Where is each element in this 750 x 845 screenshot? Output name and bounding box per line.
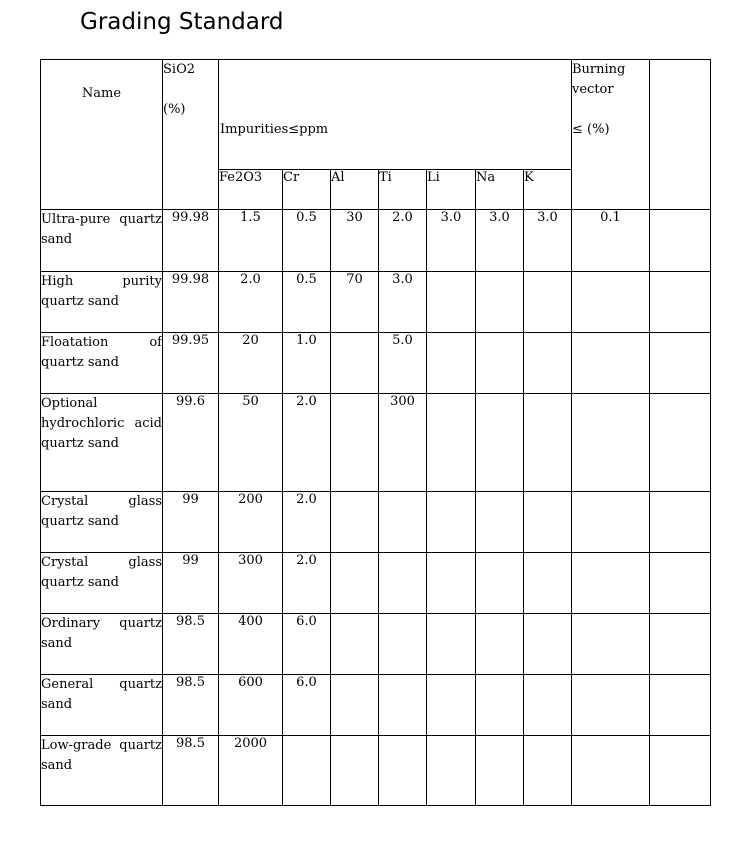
burning-vector-cell: [572, 553, 650, 614]
cr-cell: 2.0: [283, 492, 331, 553]
name-cell: General quartz sand: [41, 675, 163, 736]
al-cell: [331, 614, 379, 675]
ti-cell: [379, 675, 427, 736]
al-cell: 70: [331, 272, 379, 333]
burning-vector-cell: [572, 614, 650, 675]
li-cell: [427, 333, 476, 394]
k-header: K: [524, 170, 572, 210]
sio2-cell: 99.6: [163, 394, 219, 492]
sio2-cell: 99: [163, 492, 219, 553]
blank-cell: [650, 553, 711, 614]
burning-vector-cell: [572, 394, 650, 492]
blank-header: [650, 60, 711, 210]
al-cell: [331, 553, 379, 614]
grading-table: [40, 59, 711, 806]
k-cell: [524, 333, 572, 394]
fe2o3-cell: 1.5: [219, 210, 283, 272]
burning-vector-cell: [572, 675, 650, 736]
burning-vector-cell: [572, 736, 650, 806]
table-row: [41, 614, 711, 675]
name-cell: High purity quartz sand: [41, 272, 163, 333]
burning-vector-cell: [572, 333, 650, 394]
fe2o3-cell: 300: [219, 553, 283, 614]
page-title: Grading Standard: [80, 9, 284, 35]
cr-cell: 0.5: [283, 210, 331, 272]
fe2o3-cell: 400: [219, 614, 283, 675]
fe2o3-cell: 600: [219, 675, 283, 736]
al-header: Al: [331, 170, 379, 210]
li-cell: [427, 675, 476, 736]
k-cell: [524, 394, 572, 492]
table-row: [41, 333, 711, 394]
burning-vector-cell: 0.1: [572, 210, 650, 272]
blank-cell: [650, 736, 711, 806]
cr-cell: 2.0: [283, 394, 331, 492]
sio2-cell: 99.95: [163, 333, 219, 394]
name-cell: Crystal glass quartz sand: [41, 553, 163, 614]
sio2-cell: 99: [163, 553, 219, 614]
cr-header: Cr: [283, 170, 331, 210]
ti-cell: [379, 492, 427, 553]
na-cell: [476, 553, 524, 614]
al-cell: [331, 675, 379, 736]
name-cell: Ultra-pure quartz sand: [41, 210, 163, 272]
na-cell: [476, 675, 524, 736]
ti-cell: 3.0: [379, 272, 427, 333]
sio2-cell: 98.5: [163, 736, 219, 806]
cr-cell: 2.0: [283, 553, 331, 614]
li-header: Li: [427, 170, 476, 210]
sio2-cell: 98.5: [163, 614, 219, 675]
ti-cell: 5.0: [379, 333, 427, 394]
na-header: Na: [476, 170, 524, 210]
li-cell: [427, 736, 476, 806]
li-cell: [427, 394, 476, 492]
ti-cell: [379, 553, 427, 614]
sio2-cell: 98.5: [163, 675, 219, 736]
blank-cell: [650, 210, 711, 272]
blank-cell: [650, 394, 711, 492]
k-cell: [524, 675, 572, 736]
blank-cell: [650, 614, 711, 675]
blank-cell: [650, 675, 711, 736]
blank-cell: [650, 272, 711, 333]
header-row: [41, 60, 711, 170]
k-cell: [524, 492, 572, 553]
table-row: [41, 272, 711, 333]
ti-header: Ti: [379, 170, 427, 210]
cr-cell: 1.0: [283, 333, 331, 394]
blank-cell: [650, 492, 711, 553]
na-cell: [476, 736, 524, 806]
na-cell: [476, 614, 524, 675]
fe2o3-cell: 20: [219, 333, 283, 394]
li-cell: [427, 492, 476, 553]
ti-cell: [379, 736, 427, 806]
table-row: [41, 553, 711, 614]
table-row: [41, 394, 711, 492]
name-cell: Ordinary quartz sand: [41, 614, 163, 675]
k-cell: [524, 272, 572, 333]
cr-cell: 6.0: [283, 675, 331, 736]
k-cell: [524, 614, 572, 675]
table-row: [41, 492, 711, 553]
na-cell: [476, 333, 524, 394]
k-cell: [524, 553, 572, 614]
fe2o3-cell: 2.0: [219, 272, 283, 333]
al-cell: [331, 394, 379, 492]
table-row: [41, 736, 711, 806]
cr-cell: 6.0: [283, 614, 331, 675]
blank-cell: [650, 333, 711, 394]
fe2o3-cell: 200: [219, 492, 283, 553]
na-cell: [476, 272, 524, 333]
li-cell: [427, 614, 476, 675]
al-cell: [331, 333, 379, 394]
li-cell: 3.0: [427, 210, 476, 272]
li-cell: [427, 553, 476, 614]
fe2o3-cell: 50: [219, 394, 283, 492]
burning-vector-cell: [572, 492, 650, 553]
li-cell: [427, 272, 476, 333]
fe2o3-cell: 2000: [219, 736, 283, 806]
cr-cell: 0.5: [283, 272, 331, 333]
k-cell: [524, 736, 572, 806]
al-cell: 30: [331, 210, 379, 272]
sio2-cell: 99.98: [163, 272, 219, 333]
fe2o3-header: Fe2O3: [219, 170, 283, 210]
na-cell: [476, 394, 524, 492]
ti-cell: 300: [379, 394, 427, 492]
k-cell: 3.0: [524, 210, 572, 272]
name-cell: Floatation of quartz sand: [41, 333, 163, 394]
table-row: [41, 675, 711, 736]
ti-cell: 2.0: [379, 210, 427, 272]
sio2-header: SiO2 (%): [163, 60, 219, 210]
table-row: [41, 210, 711, 272]
cr-cell: [283, 736, 331, 806]
sio2-cell: 99.98: [163, 210, 219, 272]
na-cell: [476, 492, 524, 553]
burning-vector-header: Burning vector ≤ (%): [572, 60, 650, 210]
ti-cell: [379, 614, 427, 675]
name-cell: Optional hydrochloric acid quartz sand: [41, 394, 163, 492]
al-cell: [331, 736, 379, 806]
burning-vector-cell: [572, 272, 650, 333]
name-cell: Low-grade quartz sand: [41, 736, 163, 806]
impurities-header: Impurities≤ppm: [219, 60, 572, 170]
na-cell: 3.0: [476, 210, 524, 272]
name-header: Name: [41, 60, 163, 210]
al-cell: [331, 492, 379, 553]
name-cell: Crystal glass quartz sand: [41, 492, 163, 553]
